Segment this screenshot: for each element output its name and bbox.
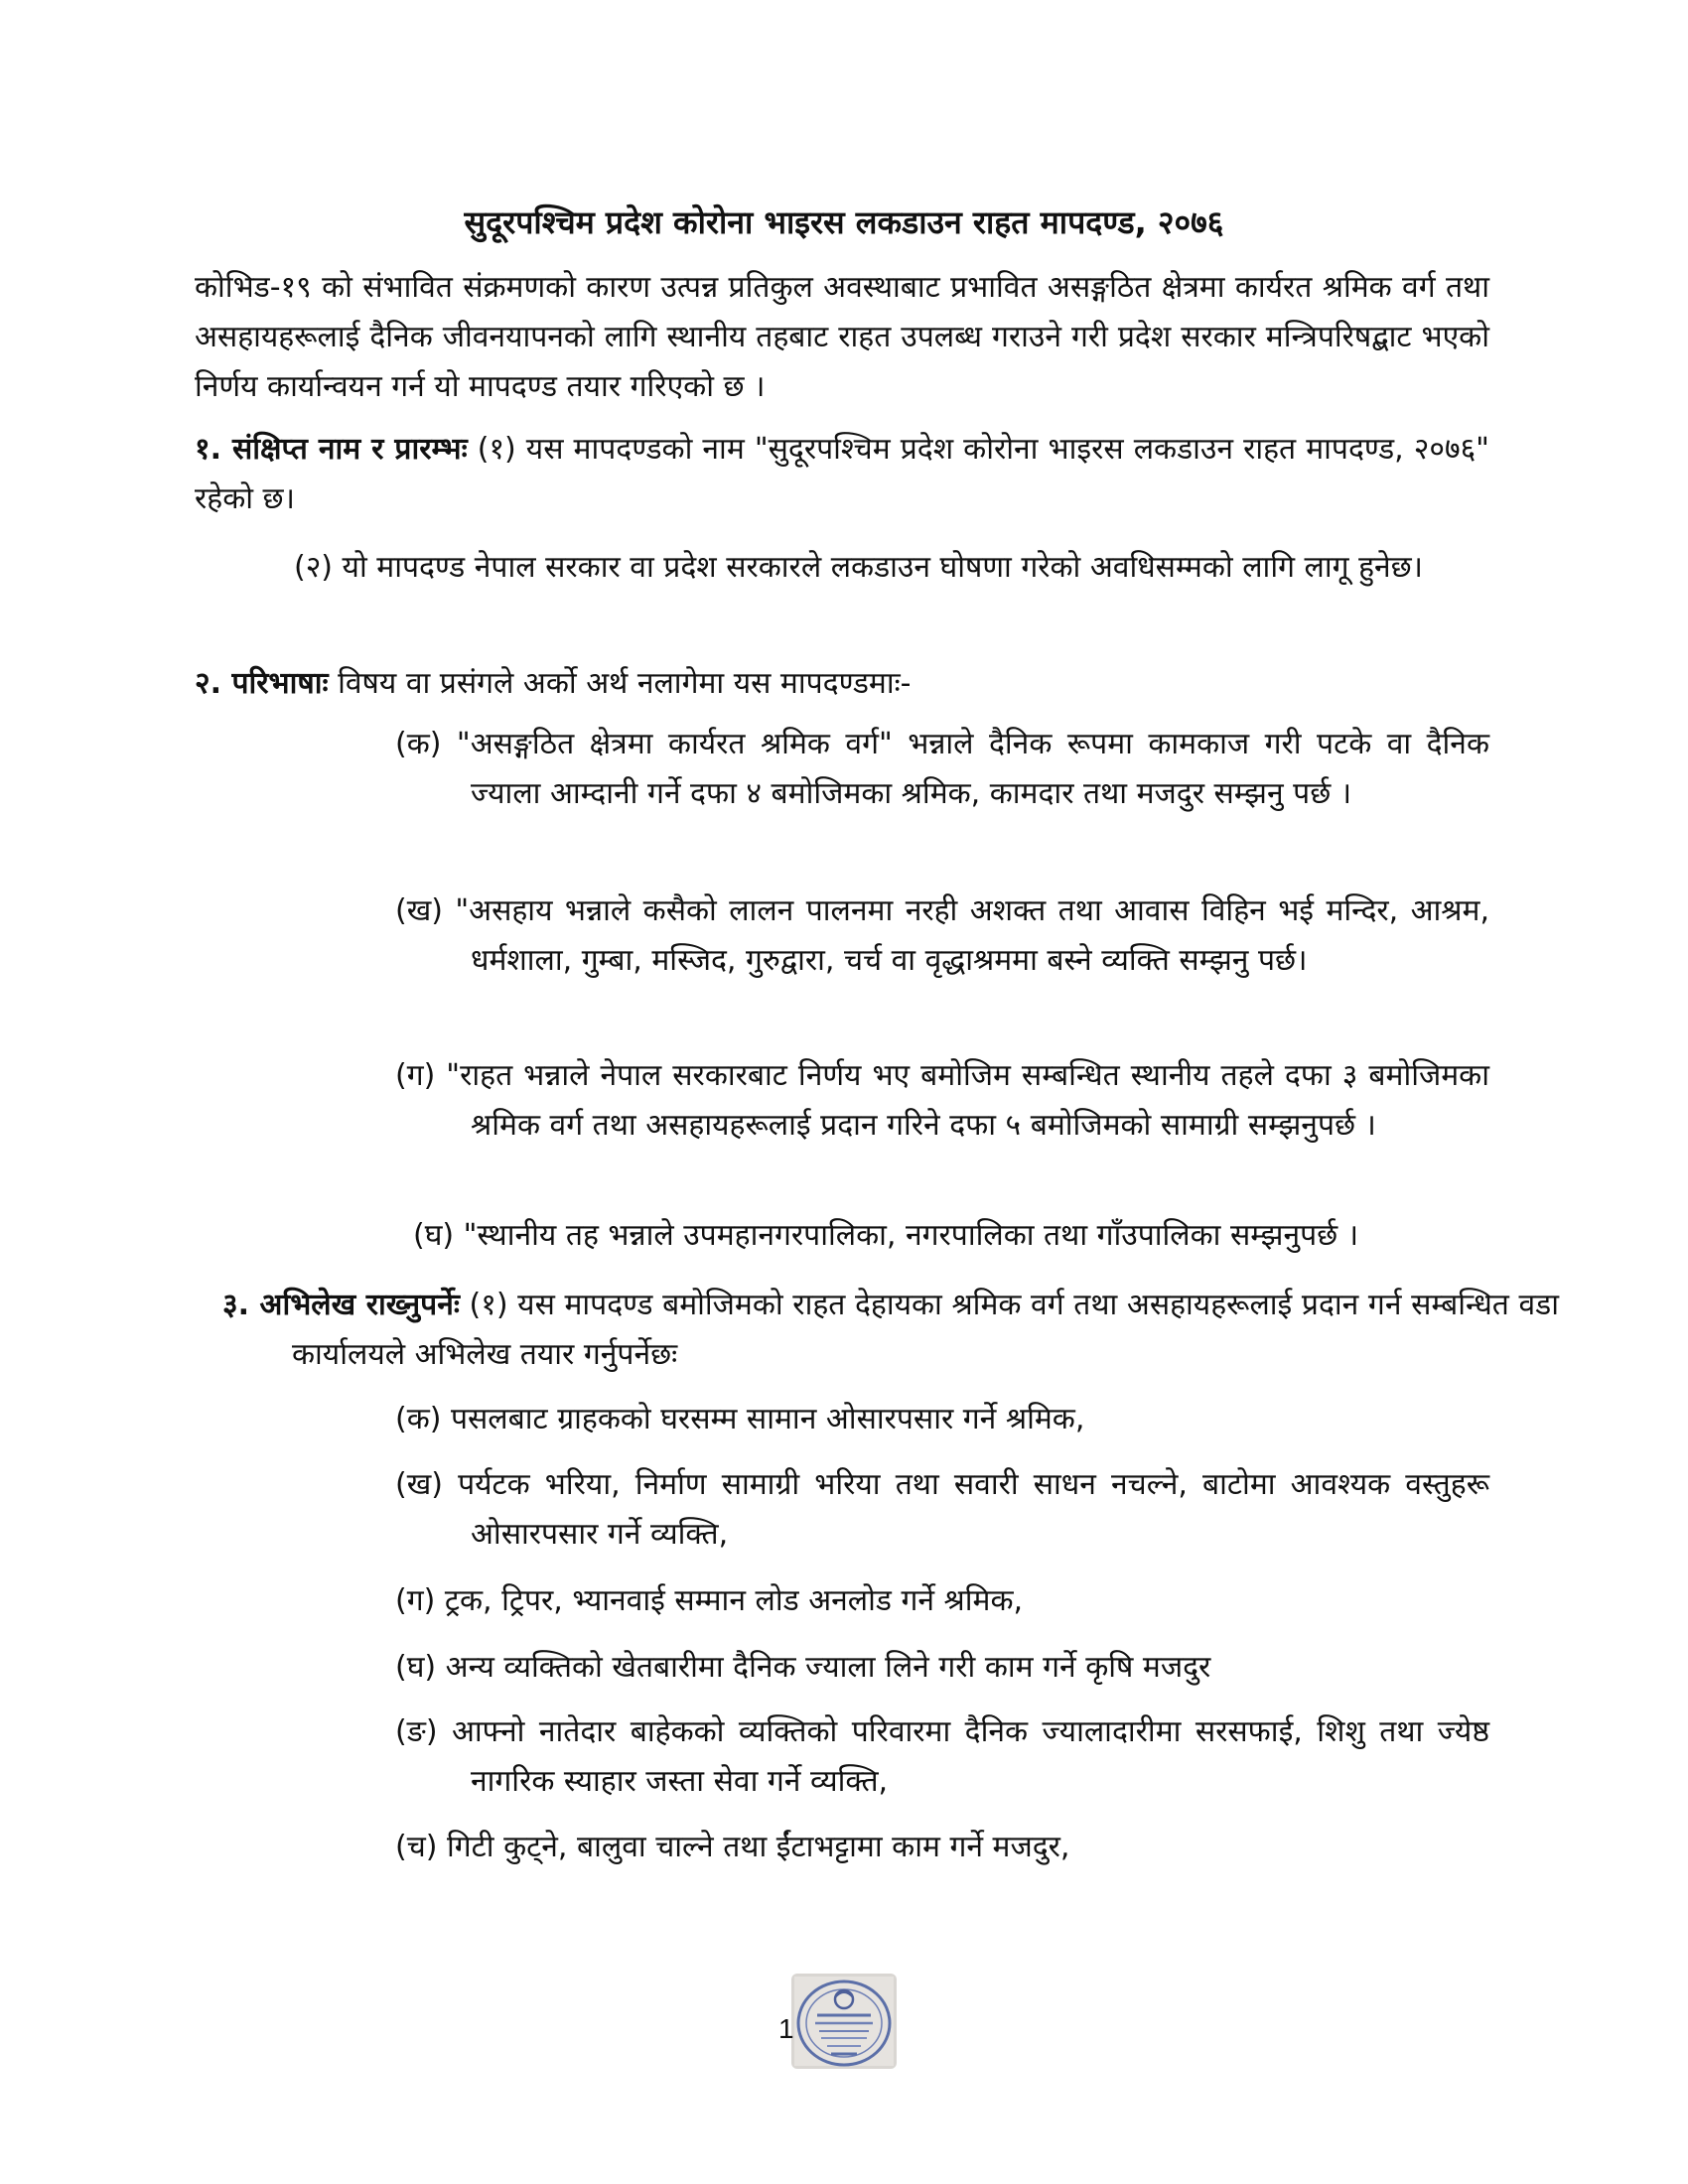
- definition-item-ka: (क) "असङ्गठित क्षेत्रमा कार्यरत श्रमिक वर्ग" भन्नाले दैनिक रूपमा कामकाज गरी पटके वा दैनिक ज्याला आम्दानी गर्ने दफा ४ बमोजिमका श्रमिक, कामदार तथा मजदुर सम्झनु पर्छ ।: [395, 727, 1489, 811]
- section-1-heading: १. संक्षिप्त नाम र प्रारम्भः: [195, 432, 468, 467]
- record-item-ga: (ग) ट्रक, ट्रिपर, भ्यानवाई सम्मान लोड अनलोड गर्ने श्रमिक,: [395, 1583, 1024, 1618]
- section-2: [195, 659, 1489, 709]
- section-3-text: (१) यस मापदण्ड बमोजिमको राहत देहायका श्रमिक वर्ग तथा असहायहरूलाई प्रदान गर्न सम्बन्धित वडा कार्यालयले अभिलेख तयार गर्नुपर्नेछः: [292, 1288, 1560, 1372]
- section-1-sub-2: (२) यो मापदण्ड नेपाल सरकार वा प्रदेश सरकारले लकडाउन घोषणा गरेको अवधिसम्मको लागि लागू हुनेछ।: [294, 550, 1424, 585]
- official-seal-icon: [791, 1974, 897, 2069]
- section-3: [222, 1281, 1559, 1380]
- definition-item-gha: (घ) "स्थानीय तह भन्नाले उपमहानगरपालिका, नगरपालिका तथा गाँउपालिका सम्झनुपर्छ ।: [413, 1218, 1359, 1253]
- section-2-heading: २. परिभाषाः: [195, 666, 329, 701]
- record-item-nga: (ङ) आफ्नो नातेदार बाहेकको व्यक्तिको परिवारमा दैनिक ज्यालादारीमा सरसफाई, शिशु तथा ज्येष्ठ नागरिक स्याहार जस्ता सेवा गर्ने व्यक्ति,: [395, 1714, 1489, 1799]
- page-number: 1: [778, 2013, 794, 2044]
- section-2-text: विषय वा प्रसंगले अर्को अर्थ नलागेमा यस मापदण्डमाः-: [328, 666, 912, 701]
- record-item-gha: (घ) अन्य व्यक्तिको खेतबारीमा दैनिक ज्याला लिने गरी काम गर्ने कृषि मजदुर: [395, 1650, 1211, 1685]
- record-item-cha: (च) गिटी कुट्ने, बालुवा चाल्ने तथा ईंटाभट्टामा काम गर्ने मजदुर,: [395, 1830, 1070, 1864]
- document-title: सुदूरपश्चिम प्रदेश कोरोना भाइरस लकडाउन राहत मापदण्ड, २०७६: [464, 204, 1224, 241]
- section-1: [195, 425, 1489, 524]
- definition-item-ga: (ग) "राहत भन्नाले नेपाल सरकारबाट निर्णय भए बमोजिम सम्बन्धित स्थानीय तहले दफा ३ बमोजिमका श्रमिक वर्ग तथा असहायहरूलाई प्रदान गरिने दफा ५ बमोजिमको सामाग्री सम्झनुपर्छ ।: [395, 1058, 1489, 1143]
- record-item-kha: (ख) पर्यटक भरिया, निर्माण सामाग्री भरिया तथा सवारी साधन नचल्ने, बाटोमा आवश्यक वस्तुहरू ओसारपसार गर्ने व्यक्ति,: [395, 1467, 1489, 1552]
- definition-item-kha: (ख) "असहाय भन्नाले कसैको लालन पालनमा नरही अशक्त तथा आवास विहिन भई मन्दिर, आश्रम, धर्मशाला, गुम्बा, मस्जिद, गुरुद्वारा, चर्च वा वृद्धाश्रममा बस्ने व्यक्ति सम्झनु पर्छ।: [395, 893, 1489, 978]
- section-3-heading: ३. अभिलेख राख्नुपर्नेः: [222, 1288, 460, 1322]
- intro-paragraph: कोभिड-१९ को संभावित संक्रमणको कारण उत्पन्न प्रतिकुल अवस्थाबाट प्रभावित असङ्गठित क्षेत्रमा कार्यरत श्रमिक वर्ग तथा असहायहरूलाई दैनिक जीवनयापनको लागि स्थानीय तहबाट राहत उपलब्ध गराउने गरी प्रदेश सरकार मन्त्रिपरिषद्बाट भएको निर्णय कार्यान्वयन गर्न यो मापदण्ड तयार गरिएको छ ।: [195, 270, 1489, 404]
- record-item-ka: (क) पसलबाट ग्राहकको घरसम्म सामान ओसारपसार गर्ने श्रमिक,: [395, 1402, 1085, 1436]
- section-1-text: (१) यस मापदण्डको नाम "सुदूरपश्चिम प्रदेश कोरोना भाइरस लकडाउन राहत मापदण्ड, २०७६" रहेको छ।: [195, 432, 1489, 516]
